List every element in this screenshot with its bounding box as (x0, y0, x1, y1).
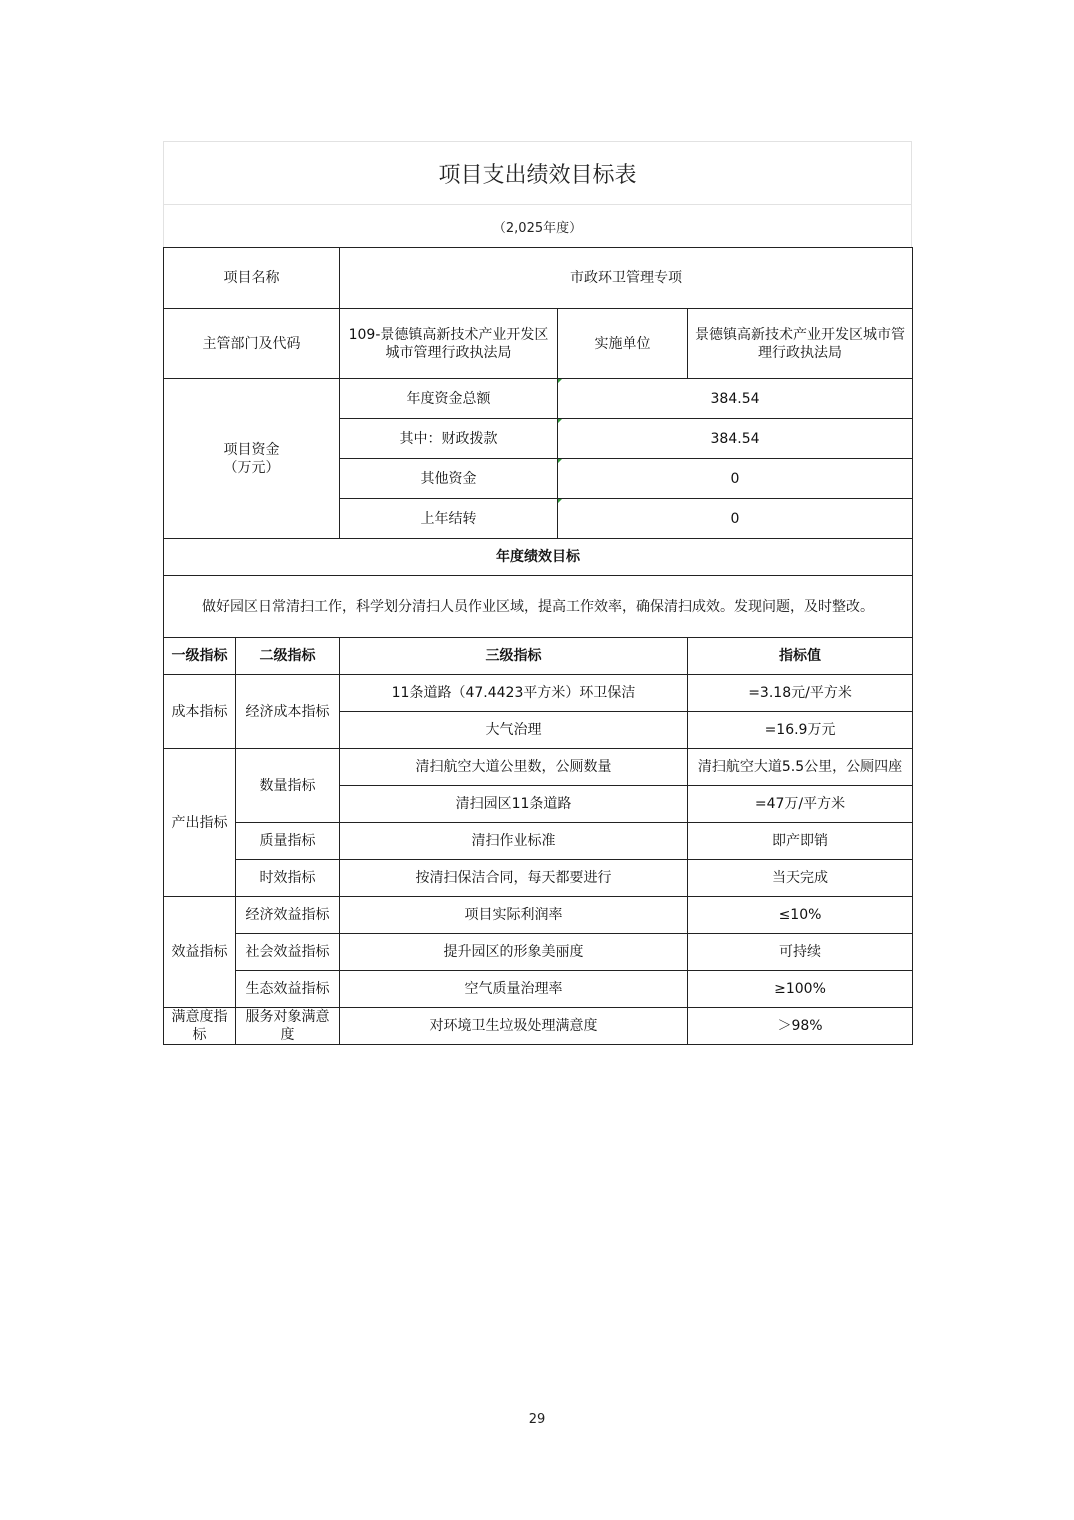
impl-label: 实施单位 (558, 309, 688, 379)
sheet-year (163, 204, 912, 247)
indicator-value: =47万/平方米 (688, 786, 913, 823)
indicator-value: =16.9万元 (688, 712, 913, 749)
sub-quantity: 数量指标 (236, 749, 340, 823)
sub-eco-benefit: 生态效益指标 (236, 971, 340, 1008)
sub-econ-benefit: 经济效益指标 (236, 897, 340, 934)
indicator-value: 即产即销 (688, 823, 913, 860)
goal-header: 年度绩效目标 (164, 539, 913, 576)
indicator-row (164, 749, 913, 786)
indicator-value: ≥100% (688, 971, 913, 1008)
fund-row-value: 384.54 (558, 379, 913, 419)
third-indicator: 清扫园区11条道路 (340, 786, 688, 823)
project-name-row (164, 248, 913, 309)
third-indicator: 清扫航空大道公里数，公厕数量 (340, 749, 688, 786)
funds-label-text: 项目资金 （万元） (223, 441, 280, 476)
indicator-row (164, 897, 913, 934)
third-indicator: 大气治理 (340, 712, 688, 749)
indicator-value: 当天完成 (688, 860, 913, 897)
indicator-row (164, 934, 913, 971)
group-cost: 成本指标 (164, 675, 236, 749)
sub-social-benefit: 社会效益指标 (236, 934, 340, 971)
header-level2: 二级指标 (236, 638, 340, 675)
impl-value: 景德镇高新技术产业开发区城市管理行政执法局 (688, 309, 913, 379)
third-indicator: 项目实际利润率 (340, 897, 688, 934)
project-name-label: 项目名称 (164, 248, 340, 309)
indicator-row (164, 860, 913, 897)
group-output: 产出指标 (164, 749, 236, 897)
page-number: 29 (528, 1412, 546, 1427)
dept-label: 主管部门及代码 (164, 309, 340, 379)
goal-header-row (164, 539, 913, 576)
sub-service-satisfaction: 服务对象满意度 (236, 1008, 340, 1045)
third-indicator: 11条道路（47.4423平方米）环卫保洁 (340, 675, 688, 712)
fund-row-value: 0 (558, 499, 913, 539)
project-name-value: 市政环卫管理专项 (340, 248, 913, 309)
dept-row (164, 309, 913, 379)
indicator-row (164, 823, 913, 860)
fund-row-label: 其中：财政拨款 (340, 419, 558, 459)
sub-quality: 质量指标 (236, 823, 340, 860)
indicator-header-row (164, 638, 913, 675)
fund-row (164, 379, 913, 419)
indicator-row (164, 1008, 913, 1045)
indicator-row (164, 675, 913, 712)
third-indicator: 对环境卫生垃圾处理满意度 (340, 1008, 688, 1045)
sub-econ-cost: 经济成本指标 (236, 675, 340, 749)
fund-row-value: 0 (558, 459, 913, 499)
fund-row-value: 384.54 (558, 419, 913, 459)
header-level1: 一级指标 (164, 638, 236, 675)
third-indicator: 空气质量治理率 (340, 971, 688, 1008)
indicator-value: 可持续 (688, 934, 913, 971)
dept-value: 109-景德镇高新技术产业开发区城市管理行政执法局 (340, 309, 558, 379)
target-table (163, 247, 913, 1045)
sheet-title (163, 141, 912, 204)
header-level3: 三级指标 (340, 638, 688, 675)
fund-row-label: 上年结转 (340, 499, 558, 539)
funds-label (164, 379, 340, 539)
indicator-value: ＞98% (688, 1008, 913, 1045)
indicator-value: ≤10% (688, 897, 913, 934)
group-satisfaction: 满意度指标 (164, 1008, 236, 1045)
sub-timeliness: 时效指标 (236, 860, 340, 897)
third-indicator: 按清扫保洁合同，每天都要进行 (340, 860, 688, 897)
fund-row-label: 年度资金总额 (340, 379, 558, 419)
performance-target-sheet (163, 141, 912, 1045)
fund-row-label: 其他资金 (340, 459, 558, 499)
group-benefit: 效益指标 (164, 897, 236, 1008)
sheet-title-text: 项目支出绩效目标表 (438, 162, 637, 188)
goal-text: 做好园区日常清扫工作，科学划分清扫人员作业区域，提高工作效率，确保清扫成效。发现问题，及时整改。 (164, 576, 913, 638)
goal-text-row (164, 576, 913, 638)
sheet-year-text: （2,025年度） (492, 220, 583, 236)
indicator-row (164, 971, 913, 1008)
third-indicator: 清扫作业标准 (340, 823, 688, 860)
header-value: 指标值 (688, 638, 913, 675)
indicator-value: =3.18元/平方米 (688, 675, 913, 712)
third-indicator: 提升园区的形象美丽度 (340, 934, 688, 971)
indicator-value: 清扫航空大道5.5公里，公厕四座 (688, 749, 913, 786)
